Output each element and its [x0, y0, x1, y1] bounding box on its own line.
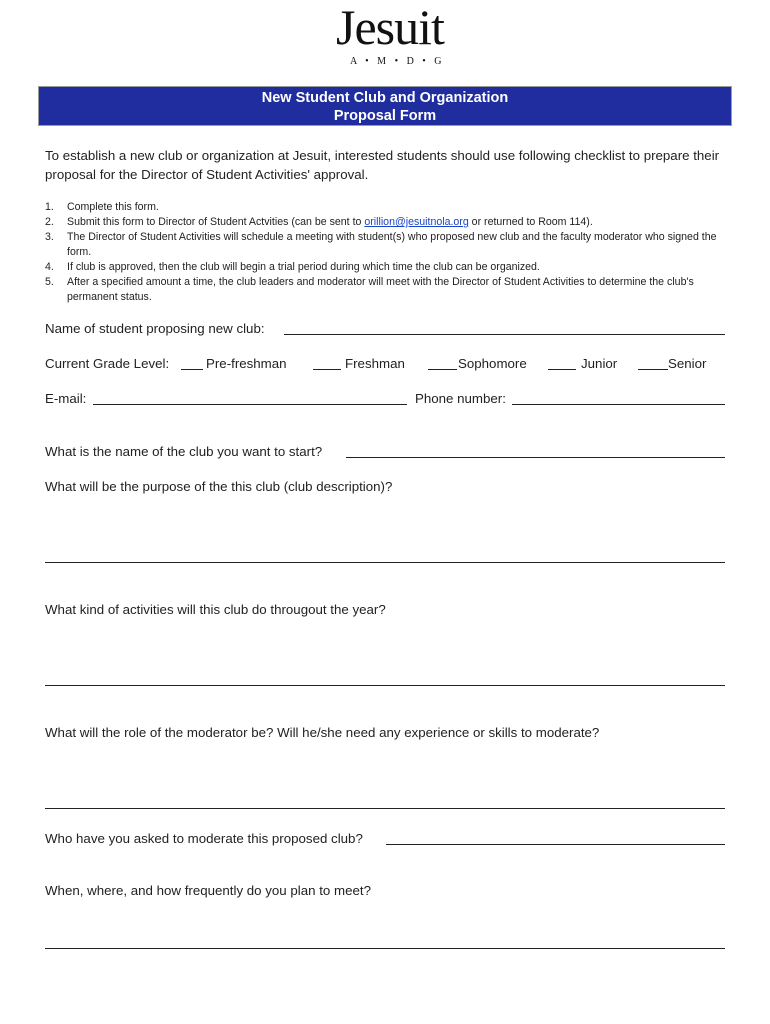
checklist-item: [45, 275, 735, 305]
grade-level-label: Current Grade Level:: [45, 356, 170, 371]
senior-blank[interactable]: [638, 369, 668, 370]
moderator-role-label: What will the role of the moderator be? Will he/she need any experience or skills to moderate?: [45, 725, 600, 740]
email-label: E-mail:: [45, 391, 87, 406]
moderator-asked-label: Who have you asked to moderate this proposed club?: [45, 831, 363, 846]
checklist-text: Submit this form to Director of Student Actvities (can be sent to: [67, 216, 365, 228]
moderator-asked-field[interactable]: [386, 844, 725, 845]
phone-field[interactable]: [512, 404, 725, 405]
grade-option-freshman: Freshman: [345, 356, 405, 371]
checklist-number: 4.: [45, 261, 54, 273]
email-link[interactable]: orillion@jesuitnola.org: [364, 216, 469, 228]
checklist-text-end: or returned to Room 114).: [468, 216, 593, 228]
checklist-text: Complete this form.: [67, 201, 159, 213]
moderator-role-field[interactable]: [45, 808, 725, 809]
checklist-number: 3.: [45, 231, 54, 243]
checklist-number: 2.: [45, 216, 54, 228]
phone-label: Phone number:: [415, 391, 506, 406]
checklist-item: [45, 260, 735, 275]
form-title-banner: [38, 86, 732, 126]
logo-motto: A • M • D • G: [350, 56, 445, 67]
jesuit-logo: [322, 0, 452, 80]
meeting-field[interactable]: [45, 948, 725, 949]
purpose-label: What will be the purpose of the this club (club description)?: [45, 479, 393, 494]
meeting-label: When, where, and how frequently do you plan to meet?: [45, 883, 371, 898]
email-field[interactable]: [93, 404, 407, 405]
sophomore-blank[interactable]: [428, 369, 457, 370]
checklist-text: If club is approved, then the club will begin a trial period during which time the club can be organized.: [67, 261, 540, 273]
junior-blank[interactable]: [548, 369, 576, 370]
checklist-item: [45, 215, 735, 230]
club-name-label: What is the name of the club you want to start?: [45, 444, 323, 459]
checklist: [45, 200, 735, 305]
activities-label: What kind of activities will this club do througout the year?: [45, 602, 386, 617]
activities-field[interactable]: [45, 685, 725, 686]
checklist-item: [45, 230, 735, 260]
student-name-field[interactable]: [284, 334, 725, 335]
club-name-field[interactable]: [346, 457, 725, 458]
intro-paragraph: To establish a new club or organization at Jesuit, interested students should use following checklist to prepare their proposal for the Director of Student Activities' approval.: [45, 148, 720, 182]
purpose-field[interactable]: [45, 562, 725, 563]
checklist-text: After a specified amount a time, the club leaders and moderator will meet with the Director of Student Activities to determine the club's permanent status.: [67, 276, 694, 303]
form-title: New Student Club and Organization: [261, 90, 509, 106]
checklist-number: 1.: [45, 201, 54, 213]
grade-option-sophomore: Sophomore: [458, 356, 527, 371]
freshman-blank[interactable]: [313, 369, 341, 370]
checklist-number: 5.: [45, 276, 54, 288]
grade-option-junior: Junior: [581, 356, 618, 371]
form-subtitle: Proposal Form: [333, 108, 437, 124]
checklist-item: [45, 200, 735, 215]
checklist-text: The Director of Student Activities will schedule a meeting with student(s) who proposed new club and the faculty moderator who signed the form.: [67, 231, 717, 258]
grade-option-pre-freshman: Pre-freshman: [206, 356, 287, 371]
pre-freshman-blank[interactable]: [181, 369, 203, 370]
logo-wordmark: Jesuit: [336, 0, 444, 55]
grade-option-senior: Senior: [668, 356, 707, 371]
student-name-label: Name of student proposing new club:: [45, 321, 265, 336]
